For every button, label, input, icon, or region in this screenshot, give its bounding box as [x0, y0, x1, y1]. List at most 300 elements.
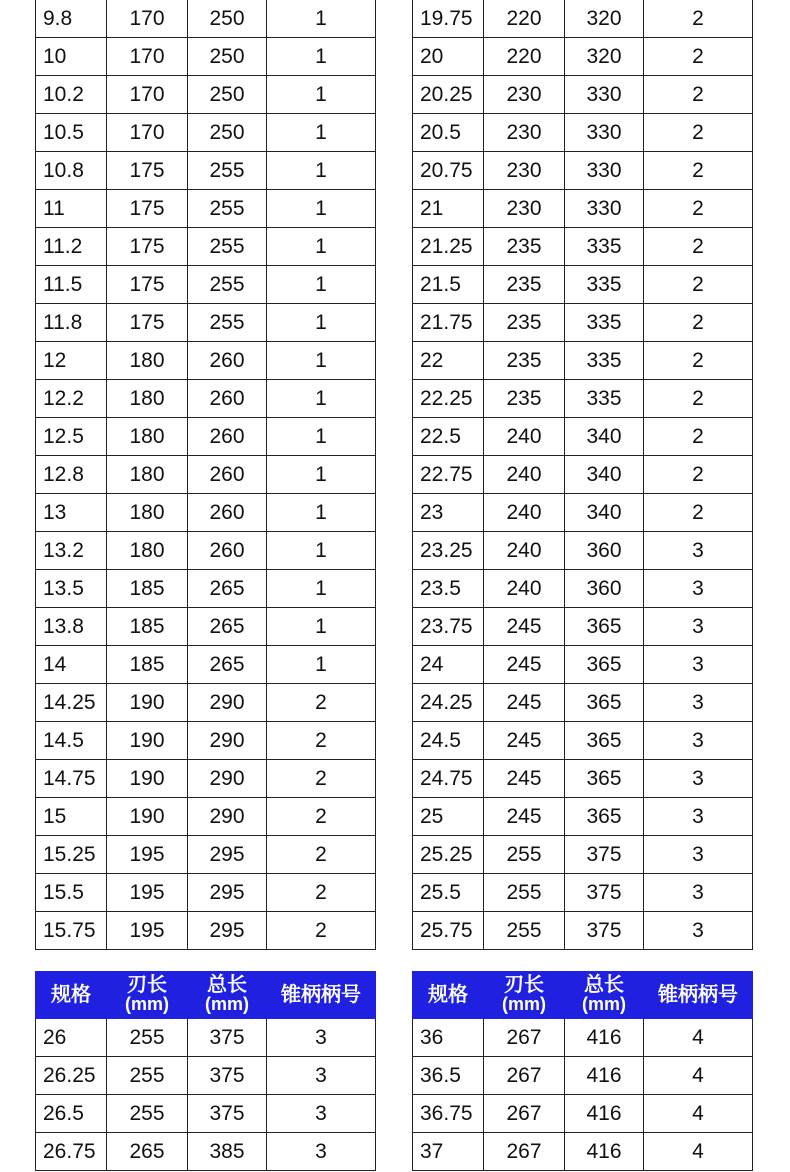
cell-taper-shank: 2 — [267, 684, 376, 722]
cell-blade-length: 170 — [107, 114, 188, 152]
table-row — [413, 1019, 753, 1057]
cell-blade-length: 267 — [484, 1057, 565, 1095]
table-row — [36, 760, 376, 798]
cell-total-length: 295 — [188, 874, 267, 912]
cell-spec: 13.8 — [36, 608, 107, 646]
cell-spec: 21 — [413, 190, 484, 228]
cell-blade-length: 170 — [107, 38, 188, 76]
cell-spec: 13.5 — [36, 570, 107, 608]
cell-taper-shank: 2 — [267, 874, 376, 912]
cell-taper-shank: 1 — [267, 152, 376, 190]
cell-total-length: 290 — [188, 798, 267, 836]
cell-spec: 36.75 — [413, 1095, 484, 1133]
cell-spec: 9.8 — [36, 0, 107, 38]
cell-blade-length: 185 — [107, 570, 188, 608]
cell-blade-length: 255 — [484, 836, 565, 874]
cell-blade-length: 180 — [107, 494, 188, 532]
cell-spec: 24.5 — [413, 722, 484, 760]
cell-total-length: 375 — [565, 874, 644, 912]
cell-taper-shank: 3 — [644, 912, 753, 950]
cell-blade-length: 195 — [107, 874, 188, 912]
cell-total-length: 255 — [188, 266, 267, 304]
header-taper-shank: 锥柄柄号 — [267, 972, 376, 1019]
cell-spec: 12.5 — [36, 418, 107, 456]
header-spec: 规格 — [36, 972, 107, 1019]
cell-total-length: 365 — [565, 760, 644, 798]
cell-blade-length: 235 — [484, 228, 565, 266]
cell-total-length: 255 — [188, 190, 267, 228]
cell-total-length: 330 — [565, 114, 644, 152]
table-row — [36, 570, 376, 608]
table-row — [413, 532, 753, 570]
cell-total-length: 250 — [188, 76, 267, 114]
cell-taper-shank: 3 — [644, 722, 753, 760]
table-row — [413, 266, 753, 304]
cell-spec: 26.25 — [36, 1057, 107, 1095]
table-row — [413, 874, 753, 912]
cell-total-length: 416 — [565, 1057, 644, 1095]
cell-spec: 15.25 — [36, 836, 107, 874]
cell-spec: 12.2 — [36, 380, 107, 418]
cell-taper-shank: 2 — [644, 0, 753, 38]
cell-taper-shank: 3 — [644, 798, 753, 836]
cell-taper-shank: 1 — [267, 418, 376, 456]
table-row — [413, 1057, 753, 1095]
header-total-length: 总长 (mm) — [565, 972, 644, 1019]
table-row — [36, 646, 376, 684]
table-row — [413, 722, 753, 760]
cell-taper-shank: 3 — [267, 1019, 376, 1057]
cell-blade-length: 255 — [484, 874, 565, 912]
cell-spec: 13 — [36, 494, 107, 532]
cell-total-length: 340 — [565, 494, 644, 532]
cell-blade-length: 170 — [107, 76, 188, 114]
cell-total-length: 335 — [565, 342, 644, 380]
cell-total-length: 250 — [188, 38, 267, 76]
cell-blade-length: 240 — [484, 494, 565, 532]
cell-taper-shank: 2 — [644, 152, 753, 190]
header-total-length: 总长 (mm) — [188, 972, 267, 1019]
cell-total-length: 290 — [188, 760, 267, 798]
cell-taper-shank: 1 — [267, 646, 376, 684]
cell-blade-length: 195 — [107, 912, 188, 950]
cell-taper-shank: 2 — [644, 494, 753, 532]
table-row — [36, 266, 376, 304]
cell-spec: 20 — [413, 38, 484, 76]
cell-blade-length: 245 — [484, 608, 565, 646]
spec-table-top-right — [412, 0, 753, 950]
cell-blade-length: 220 — [484, 38, 565, 76]
cell-taper-shank: 2 — [267, 798, 376, 836]
cell-total-length: 260 — [188, 380, 267, 418]
cell-blade-length: 235 — [484, 266, 565, 304]
cell-taper-shank: 4 — [644, 1057, 753, 1095]
cell-blade-length: 230 — [484, 152, 565, 190]
table-row — [413, 494, 753, 532]
cell-blade-length: 255 — [107, 1095, 188, 1133]
cell-taper-shank: 4 — [644, 1095, 753, 1133]
cell-total-length: 330 — [565, 76, 644, 114]
cell-blade-length: 175 — [107, 190, 188, 228]
cell-blade-length: 267 — [484, 1133, 565, 1171]
cell-spec: 15 — [36, 798, 107, 836]
cell-total-length: 260 — [188, 418, 267, 456]
cell-taper-shank: 1 — [267, 0, 376, 38]
table-row — [36, 418, 376, 456]
table-row — [36, 874, 376, 912]
table-row — [413, 456, 753, 494]
cell-blade-length: 190 — [107, 722, 188, 760]
table-row — [36, 38, 376, 76]
table-row — [36, 608, 376, 646]
cell-taper-shank: 4 — [644, 1019, 753, 1057]
cell-spec: 26.75 — [36, 1133, 107, 1171]
cell-spec: 23.25 — [413, 532, 484, 570]
cell-spec: 10.5 — [36, 114, 107, 152]
cell-spec: 11.2 — [36, 228, 107, 266]
cell-total-length: 360 — [565, 532, 644, 570]
cell-total-length: 295 — [188, 836, 267, 874]
cell-spec: 36 — [413, 1019, 484, 1057]
cell-taper-shank: 1 — [267, 76, 376, 114]
cell-total-length: 375 — [188, 1095, 267, 1133]
cell-total-length: 260 — [188, 342, 267, 380]
cell-spec: 10 — [36, 38, 107, 76]
cell-taper-shank: 1 — [267, 304, 376, 342]
cell-taper-shank: 2 — [267, 760, 376, 798]
cell-blade-length: 240 — [484, 418, 565, 456]
cell-spec: 20.75 — [413, 152, 484, 190]
cell-total-length: 375 — [188, 1019, 267, 1057]
table-row — [36, 190, 376, 228]
table-row — [413, 912, 753, 950]
cell-blade-length: 255 — [107, 1057, 188, 1095]
cell-taper-shank: 3 — [644, 684, 753, 722]
cell-total-length: 340 — [565, 456, 644, 494]
cell-spec: 23.75 — [413, 608, 484, 646]
cell-spec: 23 — [413, 494, 484, 532]
table-row — [36, 1095, 376, 1133]
table-row — [413, 38, 753, 76]
cell-taper-shank: 1 — [267, 228, 376, 266]
cell-spec: 14.75 — [36, 760, 107, 798]
cell-spec: 25 — [413, 798, 484, 836]
cell-total-length: 340 — [565, 418, 644, 456]
cell-spec: 14.5 — [36, 722, 107, 760]
table-row — [36, 722, 376, 760]
cell-spec: 36.5 — [413, 1057, 484, 1095]
cell-taper-shank: 2 — [267, 722, 376, 760]
cell-spec: 20.25 — [413, 76, 484, 114]
cell-blade-length: 195 — [107, 836, 188, 874]
cell-total-length: 335 — [565, 304, 644, 342]
cell-blade-length: 185 — [107, 646, 188, 684]
cell-total-length: 365 — [565, 608, 644, 646]
cell-total-length: 330 — [565, 190, 644, 228]
table-row — [413, 76, 753, 114]
cell-blade-length: 175 — [107, 266, 188, 304]
cell-spec: 20.5 — [413, 114, 484, 152]
table-row — [36, 1057, 376, 1095]
cell-taper-shank: 1 — [267, 342, 376, 380]
cell-taper-shank: 3 — [267, 1095, 376, 1133]
cell-total-length: 385 — [188, 1133, 267, 1171]
cell-spec: 19.75 — [413, 0, 484, 38]
cell-spec: 22 — [413, 342, 484, 380]
cell-taper-shank: 2 — [644, 190, 753, 228]
cell-blade-length: 180 — [107, 532, 188, 570]
cell-spec: 11 — [36, 190, 107, 228]
cell-spec: 13.2 — [36, 532, 107, 570]
cell-total-length: 265 — [188, 570, 267, 608]
cell-spec: 22.5 — [413, 418, 484, 456]
table-row — [36, 912, 376, 950]
cell-blade-length: 265 — [107, 1133, 188, 1171]
cell-taper-shank: 3 — [267, 1057, 376, 1095]
cell-taper-shank: 3 — [644, 570, 753, 608]
cell-total-length: 375 — [188, 1057, 267, 1095]
table-row — [36, 1019, 376, 1057]
table-row — [36, 684, 376, 722]
table-row — [413, 760, 753, 798]
cell-spec: 15.5 — [36, 874, 107, 912]
cell-total-length: 290 — [188, 684, 267, 722]
cell-total-length: 416 — [565, 1095, 644, 1133]
cell-taper-shank: 3 — [644, 836, 753, 874]
cell-blade-length: 255 — [484, 912, 565, 950]
cell-spec: 26.5 — [36, 1095, 107, 1133]
cell-taper-shank: 2 — [644, 228, 753, 266]
cell-taper-shank: 1 — [267, 570, 376, 608]
cell-blade-length: 180 — [107, 418, 188, 456]
table-row — [413, 190, 753, 228]
table-row — [413, 646, 753, 684]
cell-spec: 14.25 — [36, 684, 107, 722]
cell-spec: 25.25 — [413, 836, 484, 874]
cell-total-length: 375 — [565, 912, 644, 950]
table-row — [413, 228, 753, 266]
cell-taper-shank: 1 — [267, 114, 376, 152]
table-row — [413, 342, 753, 380]
cell-blade-length: 235 — [484, 304, 565, 342]
header-taper-shank: 锥柄柄号 — [644, 972, 753, 1019]
cell-total-length: 255 — [188, 228, 267, 266]
spec-table-bottom-right — [412, 971, 753, 1171]
cell-blade-length: 230 — [484, 190, 565, 228]
cell-spec: 14 — [36, 646, 107, 684]
cell-blade-length: 240 — [484, 570, 565, 608]
cell-blade-length: 185 — [107, 608, 188, 646]
header-spec: 规格 — [413, 972, 484, 1019]
cell-total-length: 365 — [565, 722, 644, 760]
cell-blade-length: 245 — [484, 684, 565, 722]
cell-spec: 37 — [413, 1133, 484, 1171]
cell-blade-length: 180 — [107, 342, 188, 380]
table-header-row — [413, 972, 753, 1019]
cell-taper-shank: 1 — [267, 608, 376, 646]
cell-taper-shank: 3 — [644, 760, 753, 798]
table-row — [413, 1095, 753, 1133]
cell-taper-shank: 3 — [644, 532, 753, 570]
cell-taper-shank: 1 — [267, 456, 376, 494]
cell-taper-shank: 1 — [267, 532, 376, 570]
table-row — [36, 1133, 376, 1171]
cell-total-length: 365 — [565, 646, 644, 684]
cell-blade-length: 235 — [484, 342, 565, 380]
cell-taper-shank: 2 — [644, 456, 753, 494]
cell-spec: 12 — [36, 342, 107, 380]
cell-blade-length: 190 — [107, 684, 188, 722]
table-row — [36, 0, 376, 38]
cell-total-length: 335 — [565, 266, 644, 304]
cell-blade-length: 175 — [107, 228, 188, 266]
cell-taper-shank: 2 — [644, 38, 753, 76]
table-row — [413, 152, 753, 190]
cell-blade-length: 230 — [484, 76, 565, 114]
cell-spec: 12.8 — [36, 456, 107, 494]
cell-total-length: 320 — [565, 0, 644, 38]
cell-spec: 10.8 — [36, 152, 107, 190]
cell-taper-shank: 1 — [267, 494, 376, 532]
table-row — [36, 342, 376, 380]
table-row — [36, 456, 376, 494]
cell-total-length: 365 — [565, 684, 644, 722]
cell-blade-length: 175 — [107, 304, 188, 342]
cell-blade-length: 175 — [107, 152, 188, 190]
cell-blade-length: 190 — [107, 798, 188, 836]
cell-total-length: 416 — [565, 1133, 644, 1171]
cell-taper-shank: 2 — [644, 266, 753, 304]
cell-total-length: 320 — [565, 38, 644, 76]
cell-taper-shank: 1 — [267, 266, 376, 304]
header-blade-length: 刃长 (mm) — [107, 972, 188, 1019]
cell-total-length: 260 — [188, 456, 267, 494]
table-row — [36, 494, 376, 532]
cell-taper-shank: 4 — [644, 1133, 753, 1171]
cell-spec: 15.75 — [36, 912, 107, 950]
cell-total-length: 360 — [565, 570, 644, 608]
table-row — [413, 380, 753, 418]
table-row — [36, 228, 376, 266]
cell-blade-length: 245 — [484, 798, 565, 836]
cell-total-length: 295 — [188, 912, 267, 950]
cell-spec: 24 — [413, 646, 484, 684]
cell-blade-length: 240 — [484, 456, 565, 494]
table-row — [36, 798, 376, 836]
table-row — [36, 76, 376, 114]
cell-spec: 25.5 — [413, 874, 484, 912]
cell-spec: 10.2 — [36, 76, 107, 114]
header-blade-length: 刃长 (mm) — [484, 972, 565, 1019]
cell-taper-shank: 2 — [644, 418, 753, 456]
cell-total-length: 335 — [565, 380, 644, 418]
cell-taper-shank: 2 — [644, 76, 753, 114]
cell-taper-shank: 2 — [267, 836, 376, 874]
cell-spec: 23.5 — [413, 570, 484, 608]
cell-spec: 25.75 — [413, 912, 484, 950]
cell-spec: 21.25 — [413, 228, 484, 266]
cell-taper-shank: 3 — [644, 646, 753, 684]
cell-blade-length: 267 — [484, 1095, 565, 1133]
spec-table-top-left — [35, 0, 376, 950]
cell-total-length: 416 — [565, 1019, 644, 1057]
table-row — [413, 608, 753, 646]
cell-total-length: 250 — [188, 114, 267, 152]
table-row — [36, 304, 376, 342]
cell-blade-length: 230 — [484, 114, 565, 152]
cell-total-length: 335 — [565, 228, 644, 266]
cell-total-length: 260 — [188, 532, 267, 570]
table-row — [36, 114, 376, 152]
cell-blade-length: 180 — [107, 380, 188, 418]
table-row — [413, 0, 753, 38]
cell-taper-shank: 1 — [267, 38, 376, 76]
cell-total-length: 330 — [565, 152, 644, 190]
cell-spec: 24.25 — [413, 684, 484, 722]
table-row — [36, 836, 376, 874]
table-row — [413, 798, 753, 836]
cell-taper-shank: 2 — [644, 380, 753, 418]
cell-blade-length: 235 — [484, 380, 565, 418]
cell-total-length: 265 — [188, 608, 267, 646]
cell-blade-length: 240 — [484, 532, 565, 570]
table-header-row — [36, 972, 376, 1019]
spec-table-bottom-left — [35, 971, 376, 1171]
cell-spec: 21.5 — [413, 266, 484, 304]
cell-taper-shank: 2 — [644, 114, 753, 152]
cell-taper-shank: 2 — [644, 304, 753, 342]
cell-taper-shank: 3 — [644, 874, 753, 912]
cell-spec: 22.25 — [413, 380, 484, 418]
table-row — [36, 532, 376, 570]
cell-spec: 11.5 — [36, 266, 107, 304]
table-row — [413, 684, 753, 722]
cell-blade-length: 255 — [107, 1019, 188, 1057]
cell-total-length: 375 — [565, 836, 644, 874]
table-row — [413, 836, 753, 874]
cell-blade-length: 245 — [484, 646, 565, 684]
cell-spec: 24.75 — [413, 760, 484, 798]
cell-blade-length: 170 — [107, 0, 188, 38]
cell-total-length: 255 — [188, 152, 267, 190]
table-row — [413, 418, 753, 456]
table-row — [413, 114, 753, 152]
cell-taper-shank: 2 — [644, 342, 753, 380]
cell-total-length: 290 — [188, 722, 267, 760]
cell-spec: 21.75 — [413, 304, 484, 342]
cell-spec: 11.8 — [36, 304, 107, 342]
cell-total-length: 365 — [565, 798, 644, 836]
table-row — [36, 152, 376, 190]
cell-blade-length: 245 — [484, 722, 565, 760]
cell-blade-length: 267 — [484, 1019, 565, 1057]
cell-total-length: 265 — [188, 646, 267, 684]
cell-taper-shank: 1 — [267, 380, 376, 418]
cell-total-length: 250 — [188, 0, 267, 38]
cell-blade-length: 245 — [484, 760, 565, 798]
cell-total-length: 255 — [188, 304, 267, 342]
table-row — [36, 380, 376, 418]
table-row — [413, 570, 753, 608]
table-row — [413, 1133, 753, 1171]
cell-blade-length: 190 — [107, 760, 188, 798]
cell-spec: 26 — [36, 1019, 107, 1057]
cell-taper-shank: 2 — [267, 912, 376, 950]
cell-taper-shank: 3 — [644, 608, 753, 646]
cell-blade-length: 180 — [107, 456, 188, 494]
cell-spec: 22.75 — [413, 456, 484, 494]
cell-total-length: 260 — [188, 494, 267, 532]
